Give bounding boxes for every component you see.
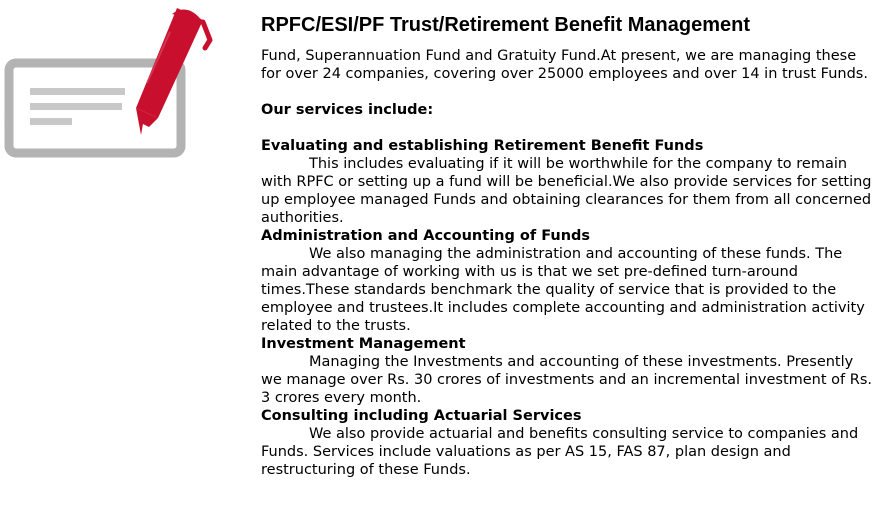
- services-heading: Our services include:: [261, 102, 434, 118]
- page-title: RPFC/ESI/PF Trust/Retirement Benefit Management: [261, 14, 750, 36]
- service-title: Evaluating and establishing Retirement Benefit Funds: [261, 138, 704, 154]
- card-line-2: [30, 103, 122, 110]
- main-content: [261, 12, 877, 479]
- service-item: [261, 407, 877, 479]
- card-line-3: [30, 118, 72, 125]
- intro-paragraph: Fund, Superannuation Fund and Gratuity Fund.At present, we are managing these for over 24 companies, covering over 25000 employees and over 14 in trust Funds.: [261, 48, 868, 82]
- service-item: [261, 137, 877, 227]
- service-item: [261, 335, 877, 407]
- service-description: Managing the Investments and accounting of these investments. Presently we manage over Rs. 30 crores of investments and an incremental investment of Rs. 3 crores every month.: [261, 354, 872, 406]
- service-description: This includes evaluating if it will be worthwhile for the company to remain with RPFC or setting up a fund will be beneficial.We also provide services for setting up employee managed Funds and obtaining clearances for them from all concerned authorities.: [261, 156, 872, 226]
- service-title: Investment Management: [261, 336, 466, 352]
- service-description: We also managing the administration and accounting of these funds. The main advantage of working with us is that we set pre-defined turn-around times.These standards benchmark the quality of service that is provided to the employee and trustees.It includes complete accounting and administration activity related to the trusts.: [261, 246, 865, 334]
- pen-icon: [136, 8, 210, 135]
- service-title: Administration and Accounting of Funds: [261, 228, 591, 244]
- service-item: [261, 227, 877, 335]
- card-line-1: [30, 88, 125, 95]
- service-title: Consulting including Actuarial Services: [261, 408, 582, 424]
- cheque-pen-icon: [0, 0, 215, 170]
- service-description: We also provide actuarial and benefits consulting service to companies and Funds. Services include valuations as per AS 15, FAS 87, plan design and restructuring of these Funds.: [261, 426, 859, 478]
